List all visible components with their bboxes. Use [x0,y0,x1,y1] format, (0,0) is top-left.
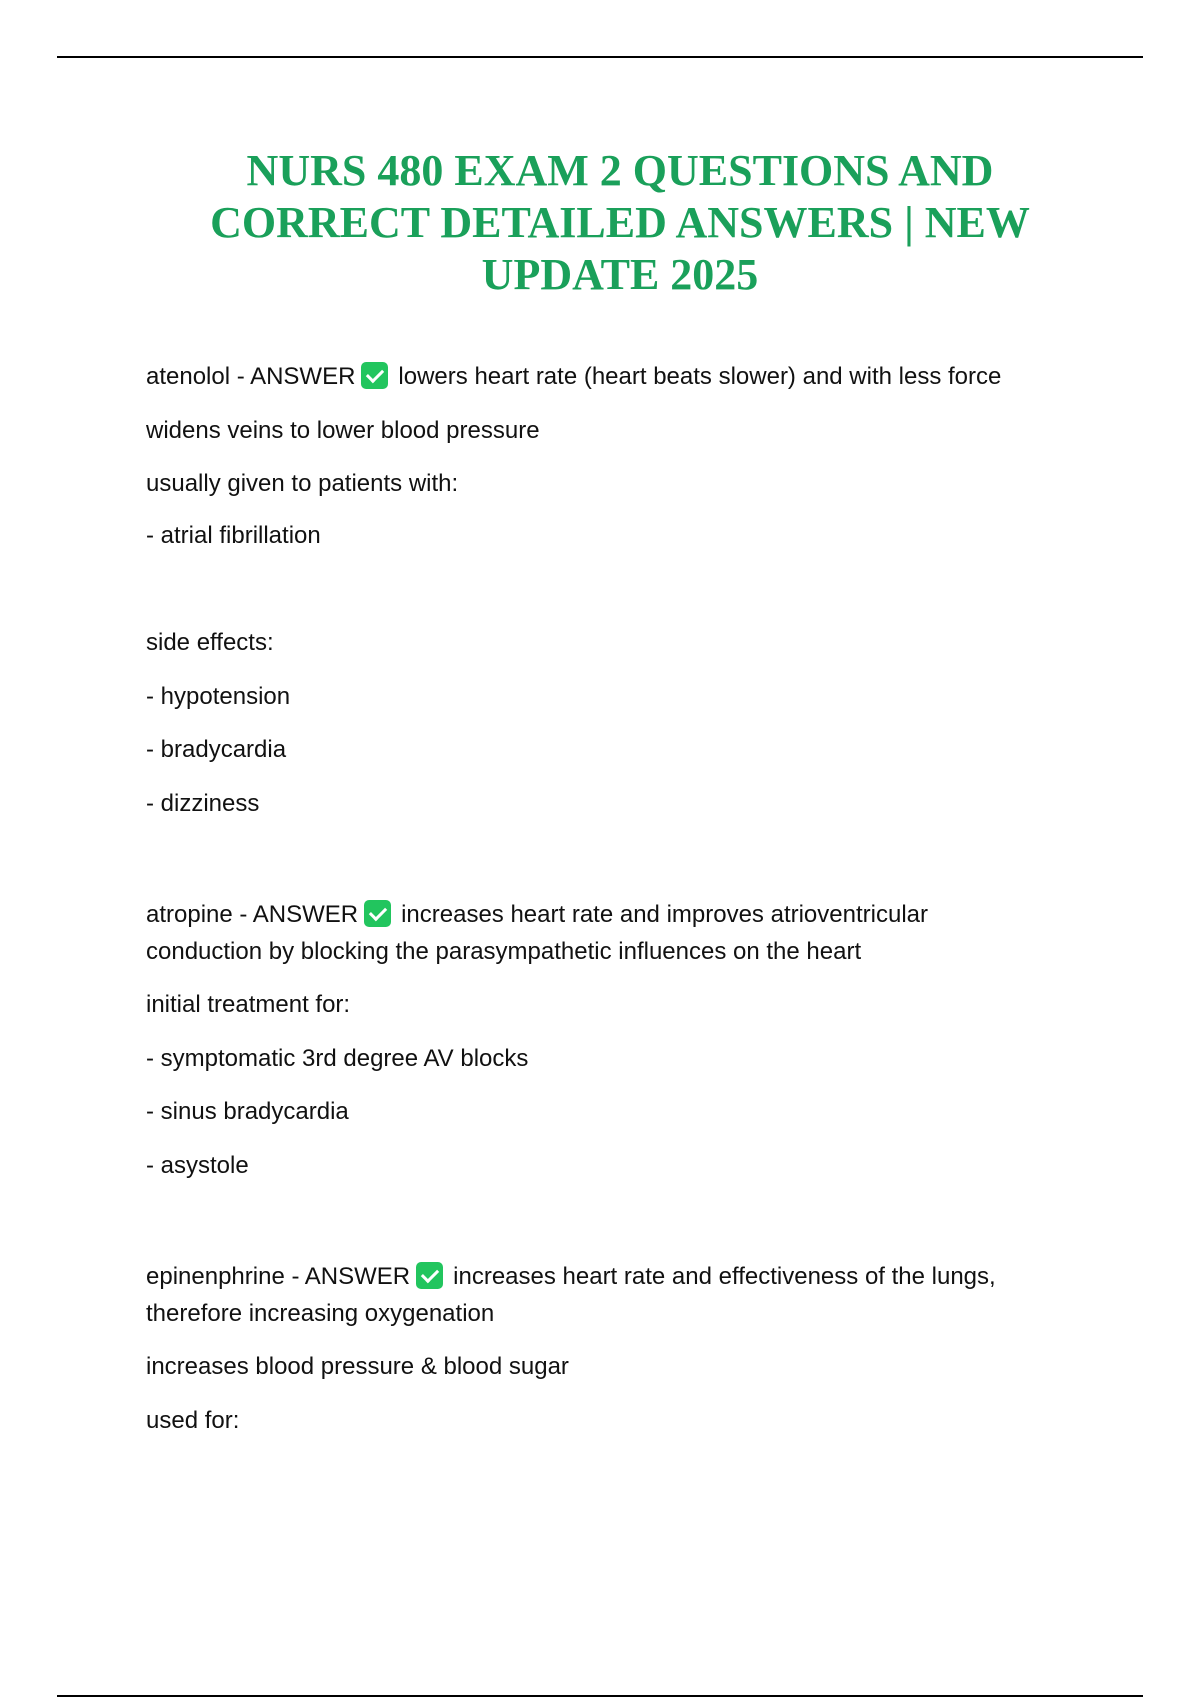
title-line-3: UPDATE 2025 [481,250,759,299]
entry-line: - asystole [146,1152,249,1179]
entry-line: - atrial fibrillation [146,522,321,549]
entry-answer: increases heart rate and effectiveness of the lungs, [453,1263,996,1290]
check-mark-icon [364,900,391,927]
title-line-1: NURS 480 EXAM 2 QUESTIONS AND [246,146,994,195]
document-title [120,145,1120,301]
entry-answer: increases heart rate and improves atrioventricular [401,901,928,928]
check-mark-icon [416,1262,443,1289]
entry-line: - hypotension [146,683,291,710]
top-rule [57,56,1143,58]
entry-term: atenolol - ANSWER [146,363,356,390]
entry-line: usually given to patients with: [146,470,459,497]
entry-line: - sinus bradycardia [146,1098,349,1125]
entry-line: used for: [146,1407,240,1434]
entry-line: side effects: [146,629,274,656]
entry-term: atropine - ANSWER [146,901,359,928]
entry-term: epinenphrine - ANSWER [146,1263,411,1290]
entry-line: initial treatment for: [146,991,351,1018]
entry-header [146,900,928,930]
entry-continuation: conduction by blocking the parasympathetic influences on the heart [146,938,862,965]
title-line-2: CORRECT DETAILED ANSWERS | NEW [210,198,1030,247]
entry-header [146,362,1001,392]
entry-continuation: therefore increasing oxygenation [146,1300,495,1327]
entry-header [146,1262,996,1292]
entry-line: widens veins to lower blood pressure [146,417,540,444]
entry-line: - symptomatic 3rd degree AV blocks [146,1045,529,1072]
check-mark-icon [361,362,388,389]
bottom-rule [57,1695,1143,1697]
entry-line: - dizziness [146,790,260,817]
entry-line: increases blood pressure & blood sugar [146,1353,569,1380]
entry-answer: lowers heart rate (heart beats slower) and with less force [398,363,1002,390]
entry-line: - bradycardia [146,736,287,763]
